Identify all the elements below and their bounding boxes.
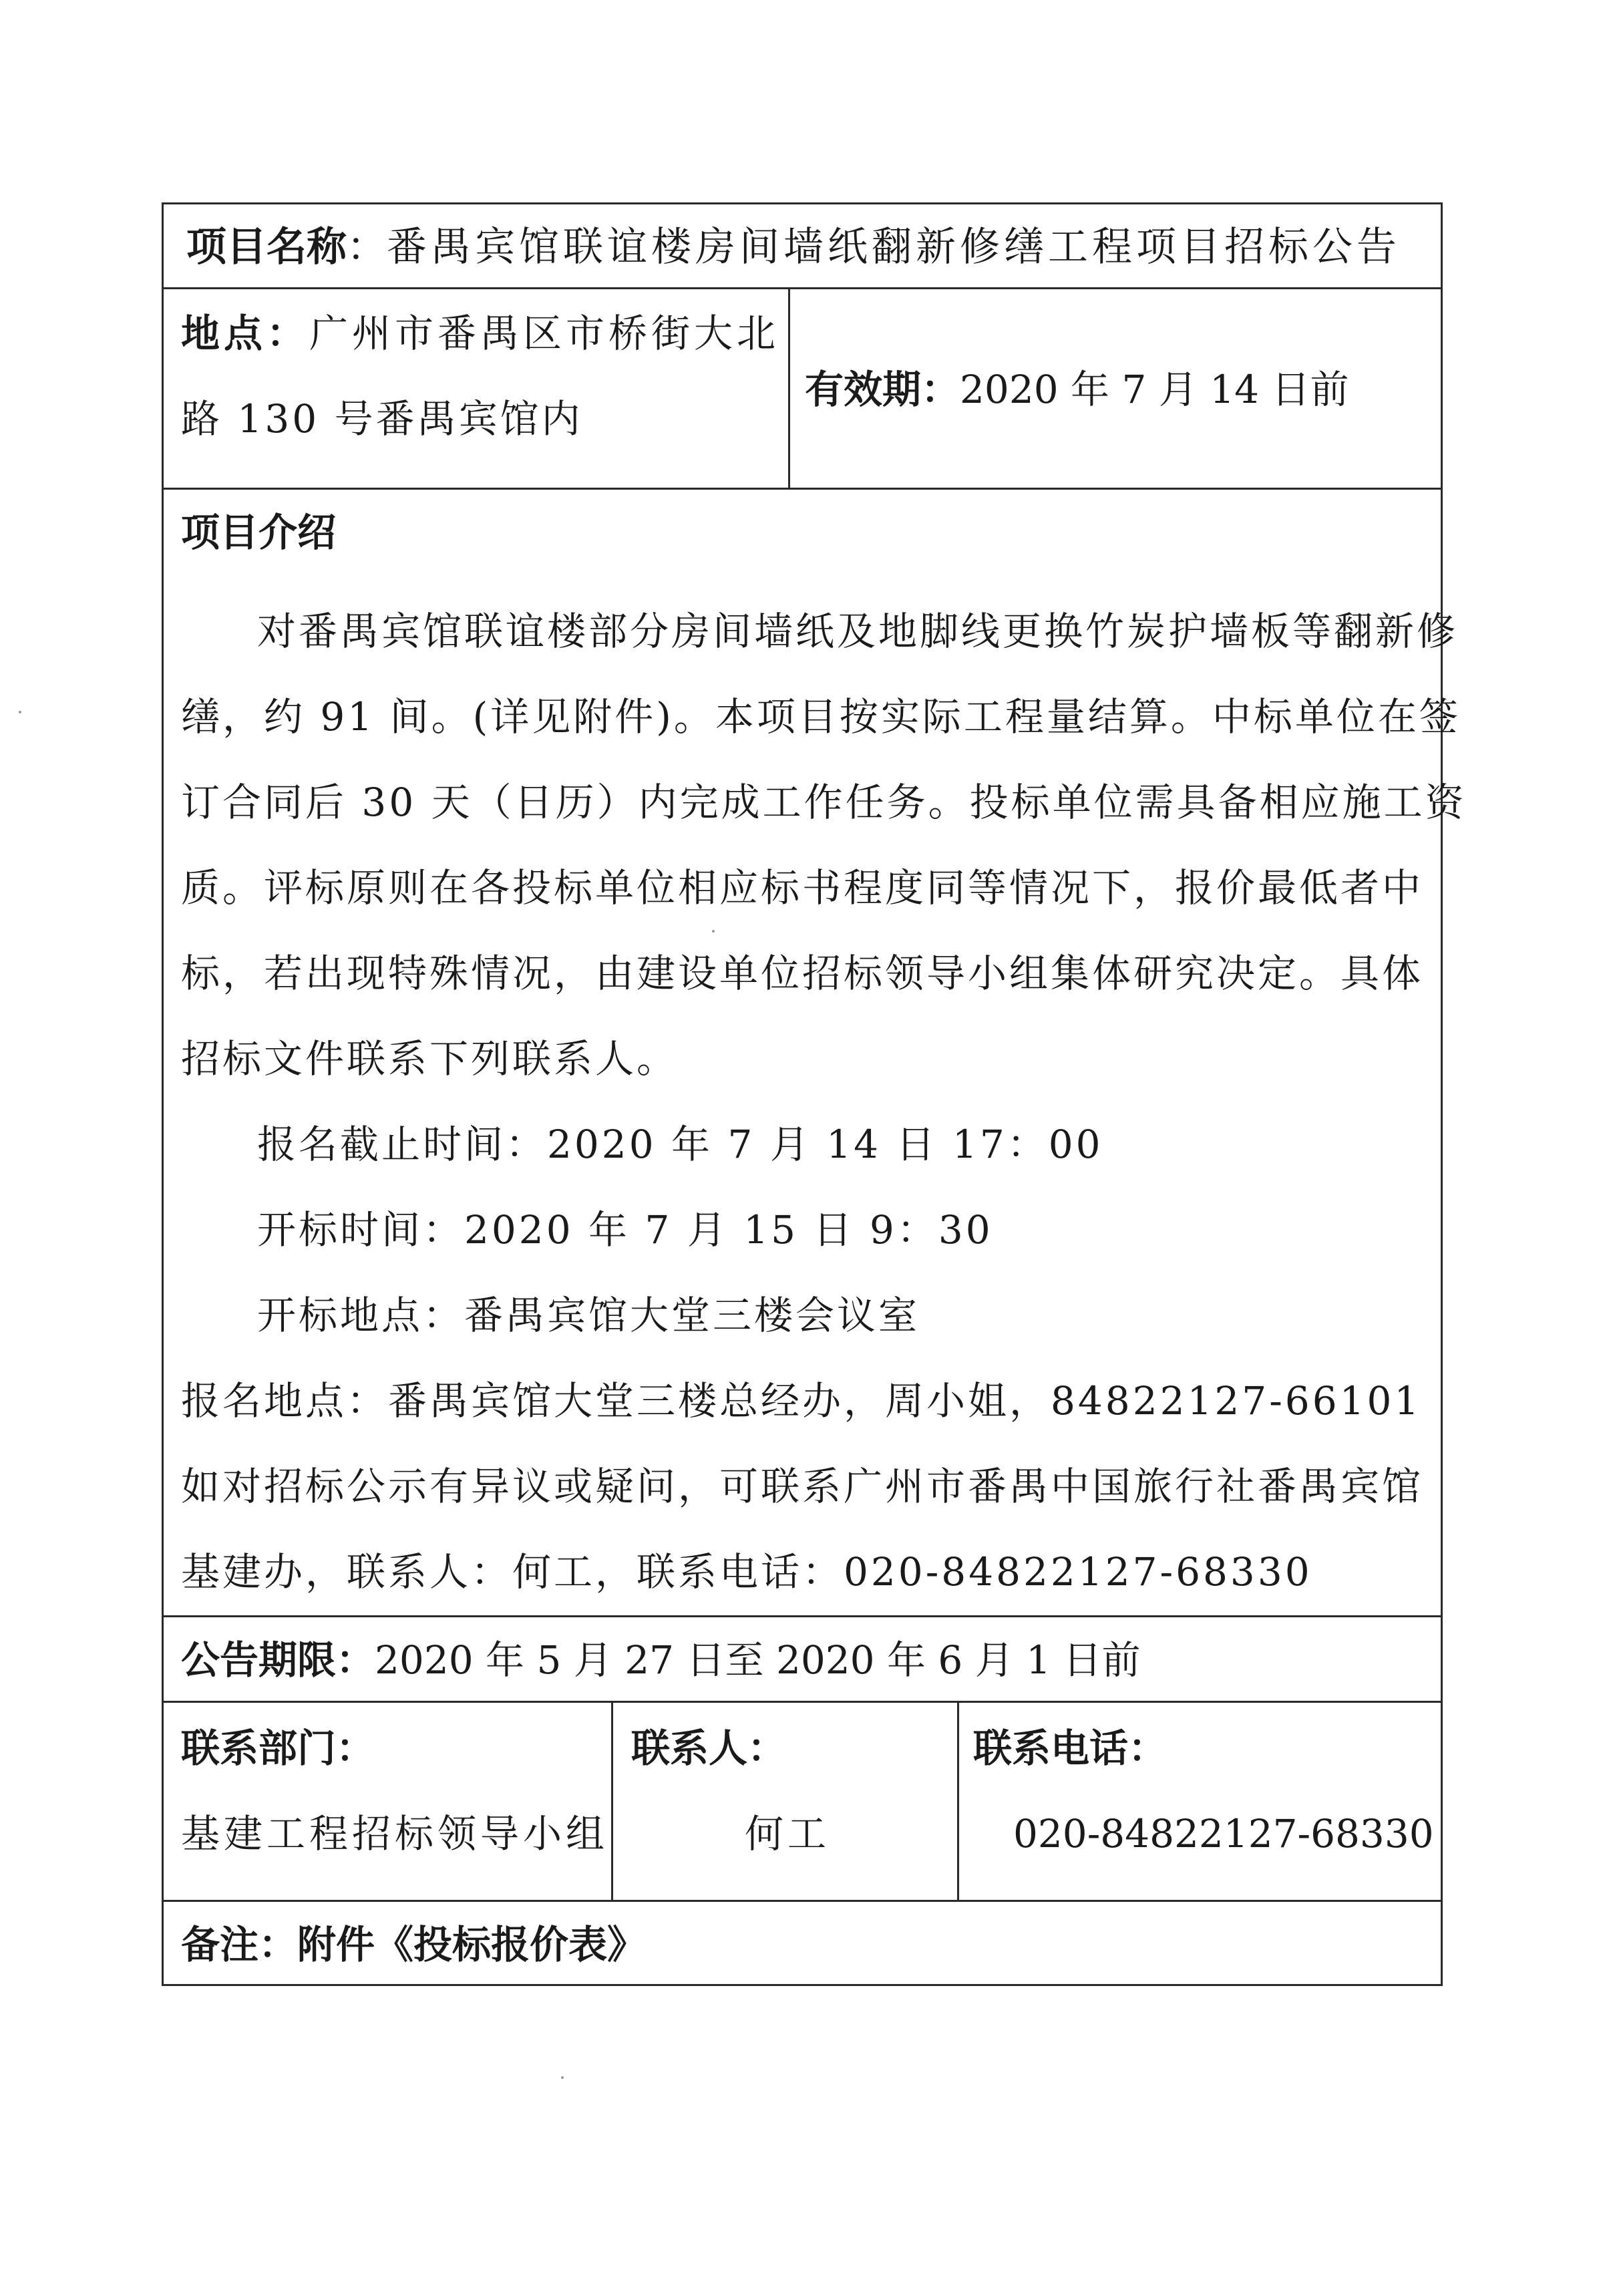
intro-line: 质。评标原则在各投标单位相应标书程度同等情况下，报价最低者中	[181, 865, 1424, 911]
contact-dept-value: 基建工程招标领导小组	[181, 1811, 609, 1856]
validity-label: 有效期：	[805, 367, 960, 412]
project-name-row	[186, 224, 1401, 271]
column-divider	[611, 1701, 613, 1900]
intro-heading: 项目介绍	[181, 510, 337, 555]
remark-label: 备注：	[181, 1922, 298, 1967]
intro-line: 对番禺宾馆联谊楼部分房间墙纸及地脚线更换竹炭护墙板等翻新修	[257, 609, 1459, 654]
location-value-line2: 路 130 号番禺宾馆内	[181, 396, 583, 442]
objection-line: 如对招标公示有异议或疑问，可联系广州市番禺中国旅行社番禺宾馆	[181, 1464, 1424, 1509]
notice-period-value: 2020 年 5 月 27 日至 2020 年 6 月 1 日前	[375, 1637, 1141, 1683]
notice-period-label: 公告期限：	[181, 1637, 375, 1683]
row-divider	[164, 1615, 1441, 1617]
scan-speck	[712, 930, 715, 933]
notice-period-row	[181, 1637, 1141, 1683]
contact-person-label: 联系人：	[631, 1726, 787, 1771]
project-name-colon: ：	[347, 224, 387, 271]
scan-speck	[561, 2076, 564, 2079]
intro-line: 标，若出现特殊情况，由建设单位招标领导小组集体研究决定。具体	[181, 951, 1424, 996]
column-divider	[957, 1701, 959, 1900]
column-divider	[788, 287, 790, 488]
notice-table	[162, 202, 1467, 1986]
opening-time: 开标时间：2020 年 7 月 15 日 9：30	[257, 1207, 993, 1253]
validity-value: 2020 年 7 月 14 日前	[960, 367, 1349, 412]
remark-value: 附件《投标报价表》	[297, 1922, 647, 1967]
contact-person-value: 何工	[745, 1811, 831, 1856]
signup-place: 报名地点：番禺宾馆大堂三楼总经办，周小姐，84822127-66101	[181, 1378, 1422, 1424]
intro-line: 缮，约 91 间。(详见附件)。本项目按实际工程量结算。中标单位在签	[181, 694, 1461, 740]
intro-line: 招标文件联系下列联系人。	[181, 1036, 679, 1082]
contact-dept-label: 联系部门：	[181, 1726, 375, 1771]
row-divider	[164, 1900, 1441, 1902]
scan-speck	[19, 711, 21, 713]
validity-row	[805, 367, 1349, 412]
location-value-line1: 广州市番禺区市桥街大北	[309, 311, 780, 356]
remark-row	[181, 1922, 647, 1967]
objection-line: 基建办，联系人：何工，联系电话：020-84822127-68330	[181, 1549, 1312, 1595]
contact-phone-value: 020-84822127-68330	[1013, 1811, 1434, 1856]
opening-place: 开标地点：番禺宾馆大堂三楼会议室	[257, 1293, 920, 1338]
row-divider	[164, 1701, 1441, 1703]
contact-phone-label: 联系电话：	[973, 1726, 1168, 1771]
row-divider	[164, 287, 1441, 289]
project-name-value: 番禺宾馆联谊楼房间墙纸翻新修缮工程项目招标公告	[387, 224, 1401, 271]
signup-deadline: 报名截止时间：2020 年 7 月 14 日 17：00	[257, 1122, 1103, 1167]
project-name-label: 项目名称	[186, 224, 347, 271]
row-divider	[164, 488, 1441, 490]
intro-line: 订合同后 30 天（日历）内完成工作任务。投标单位需具备相应施工资	[181, 780, 1467, 825]
location-line1	[181, 311, 780, 356]
location-label: 地点：	[181, 311, 310, 356]
